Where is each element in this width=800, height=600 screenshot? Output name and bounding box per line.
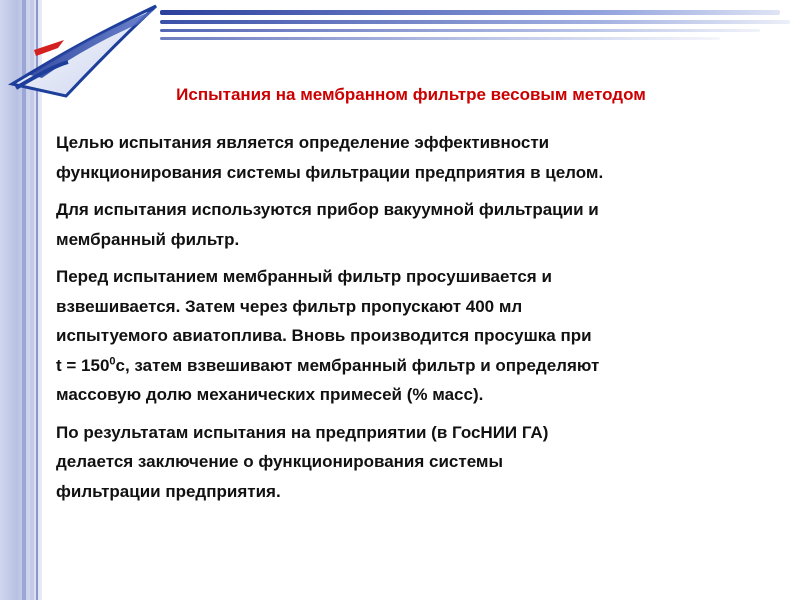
temperature-prefix: t = 150	[56, 355, 110, 375]
paragraph-conclusion	[56, 418, 786, 507]
paragraph-procedure	[56, 262, 786, 410]
text-line: делается заключение о функционирования системы	[56, 452, 504, 471]
top-line	[160, 10, 780, 15]
text-line: взвешивается. Затем через фильтр пропускают 400 мл	[56, 296, 523, 316]
top-line	[160, 37, 720, 40]
text-line: испытуемого авиатоплива. Вновь производится просушка при	[56, 326, 592, 345]
paragraph-purpose	[56, 128, 786, 187]
top-line	[160, 20, 790, 24]
text-line: массовую долю механических примесей (% масс).	[56, 385, 484, 404]
paragraph-equipment	[56, 195, 786, 254]
top-line	[160, 29, 760, 32]
text-line: фильтрации предприятия.	[56, 481, 281, 501]
text-line: По результатам испытания на предприятии (в ГосНИИ ГА)	[56, 422, 549, 442]
top-decorative-lines	[160, 10, 792, 44]
temperature-superscript: 0	[109, 354, 116, 367]
slide-title: Испытания на мембранном фильтре весовым методом	[176, 85, 646, 104]
text-line: Целью испытания является определение эффективности	[56, 133, 550, 152]
temperature-line	[56, 356, 599, 375]
slide-body	[56, 128, 786, 514]
text-line: Для испытания используются прибор вакуумной фильтрации и	[56, 200, 599, 219]
text-line: Перед испытанием мембранный фильтр просушивается и	[56, 267, 552, 286]
text-line: мембранный фильтр.	[56, 229, 240, 249]
text-line: функционирования системы фильтрации предприятия в целом.	[56, 162, 604, 182]
temperature-suffix: с, затем взвешивают мембранный фильтр и определяют	[115, 355, 600, 375]
